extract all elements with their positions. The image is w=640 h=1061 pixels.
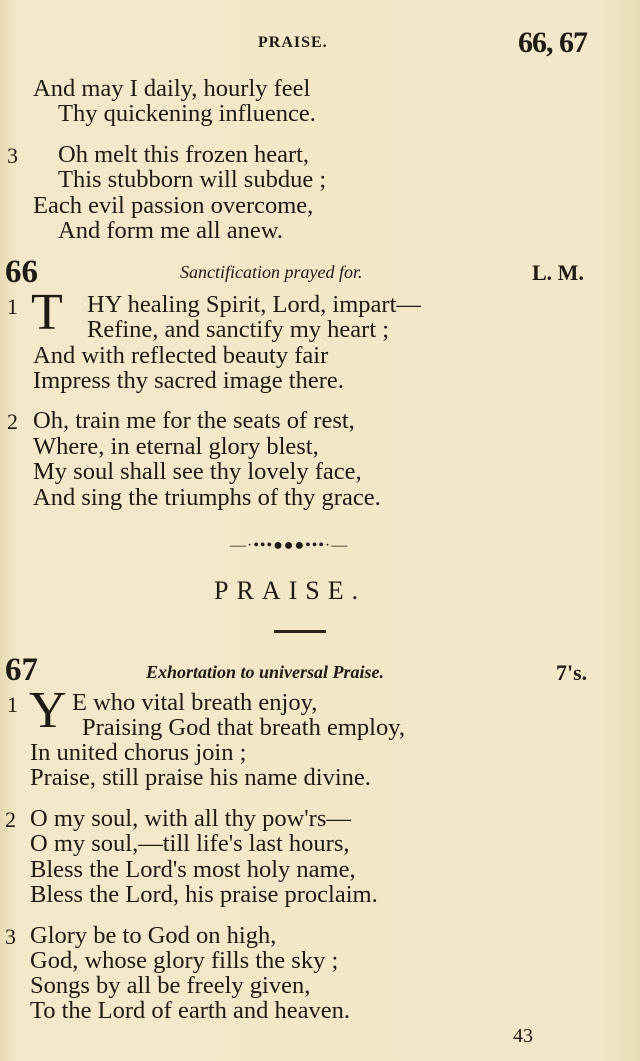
verse-line: Praising God that breath employ, — [82, 714, 405, 741]
verse-line: God, whose glory fills the sky ; — [30, 947, 339, 974]
verse-line: E who vital breath enjoy, — [72, 689, 318, 716]
running-title: PRAISE. — [258, 34, 328, 51]
verse-number: 3 — [5, 924, 16, 949]
verse-line: O my soul, with all thy pow'rs— — [30, 805, 351, 832]
verse-number: 2 — [5, 807, 16, 832]
verse-line: And form me all anew. — [58, 217, 283, 244]
hymn-number: 66 — [5, 254, 38, 290]
verse-line: Refine, and sanctify my heart ; — [87, 316, 390, 343]
ornament-divider: —·•••●●●•••·— — [230, 537, 349, 554]
continuation-line: And may I daily, hourly feel — [33, 75, 311, 102]
verse-line: This stubborn will subdue ; — [58, 166, 327, 193]
verse-line: And sing the triumphs of thy grace. — [33, 484, 381, 511]
verse-line: Bless the Lord, his praise proclaim. — [30, 881, 378, 908]
verse-number: 2 — [7, 409, 18, 434]
hymn-meter: L. M. — [532, 260, 584, 285]
hymn-meter: 7's. — [556, 660, 588, 685]
verse-number: 1 — [7, 692, 18, 717]
verse-line: Where, in eternal glory blest, — [33, 433, 319, 460]
verse-line: Glory be to God on high, — [30, 922, 277, 949]
verse-line: Each evil passion overcome, — [33, 192, 314, 219]
hymn-range: 66, 67 — [518, 26, 587, 59]
page-number: 43 — [513, 1025, 533, 1047]
verse-line: My soul shall see thy lovely face, — [33, 458, 362, 485]
hymn-subject: Exhortation to universal Praise. — [146, 662, 385, 682]
verse-line: To the Lord of earth and heaven. — [30, 997, 351, 1024]
verse-line: Bless the Lord's most holy name, — [30, 856, 356, 883]
verse-line: And with reflected beauty fair — [33, 342, 329, 369]
hymn-subject: Sanctification prayed for. — [180, 262, 363, 282]
drop-cap: Y — [29, 682, 67, 739]
verse-line: Oh melt this frozen heart, — [58, 141, 310, 168]
verse-line: Impress thy sacred image there. — [33, 367, 344, 394]
verse-line: Praise, still praise his name divine. — [30, 764, 371, 791]
verse-line: O my soul,—till life's last hours, — [30, 830, 350, 857]
verse-line: In united chorus join ; — [30, 739, 247, 766]
verse-line: Songs by all be freely given, — [30, 972, 311, 999]
verse-number: 3 — [7, 143, 18, 168]
drop-cap: T — [31, 284, 63, 341]
verse-number: 1 — [7, 294, 18, 319]
section-rule — [274, 630, 326, 633]
continuation-line: Thy quickening influence. — [58, 100, 316, 127]
hymn-number: 67 — [5, 652, 38, 688]
section-title: PRAISE. — [214, 576, 367, 605]
verse-line: Oh, train me for the seats of rest, — [33, 407, 355, 434]
verse-line: HY healing Spirit, Lord, impart— — [87, 291, 421, 318]
